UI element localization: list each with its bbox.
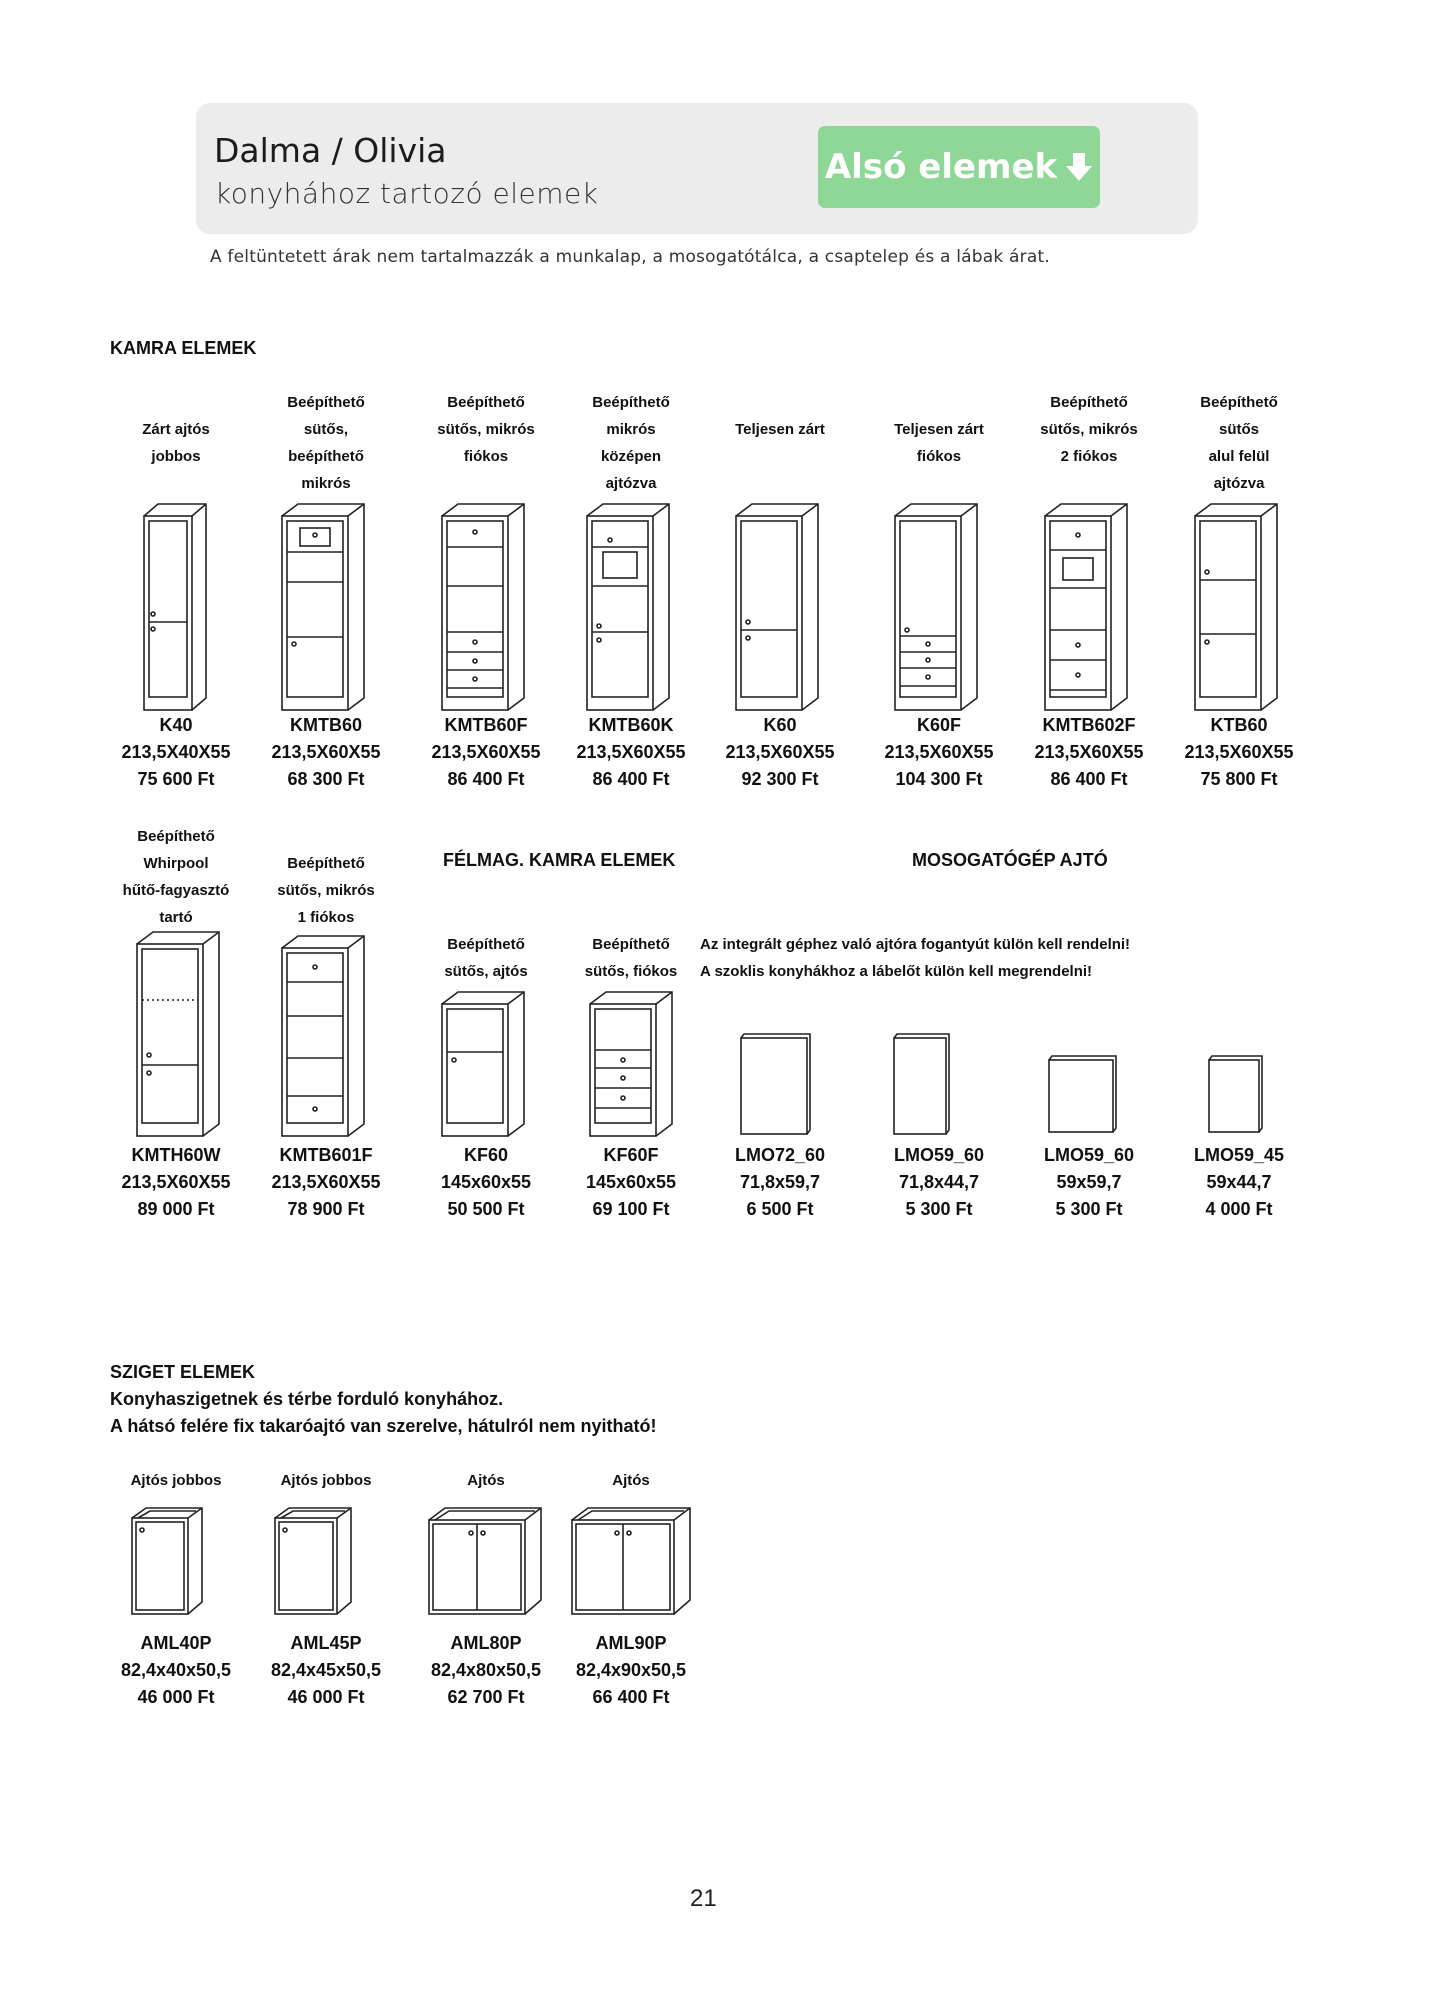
desc-line: beépíthető [288, 448, 364, 465]
product-price: 92 300 Ft [741, 769, 819, 789]
lmo72-60-drawing [735, 1030, 815, 1138]
sziget-heading: SZIGET ELEMEK [110, 1362, 256, 1382]
product-size: 82,4x40x50,5 [120, 1660, 232, 1680]
lmo59-60-drawing [888, 1030, 958, 1138]
desc-line: Beépíthető [287, 394, 365, 411]
desc-line: sütős, mikrós [277, 882, 375, 899]
kamra-spec-3 [556, 712, 706, 793]
product-code: K60F [916, 715, 961, 735]
product-size: 145x60x55 [440, 1172, 532, 1192]
product-price: 89 000 Ft [137, 1199, 215, 1219]
desc-line: alul felül [1208, 448, 1270, 465]
product-price: 5 300 Ft [1055, 1199, 1123, 1219]
kamra-heading: KAMRA ELEMEK [110, 338, 257, 358]
product-size: 59x59,7 [1056, 1172, 1122, 1192]
desc-line: Teljesen zárt [894, 421, 984, 438]
kamra-desc-0 [101, 416, 251, 470]
kamra-desc-5 [864, 416, 1014, 470]
kamra-desc-7 [1164, 389, 1314, 497]
product-price: 86 400 Ft [592, 769, 670, 789]
sziget-line-1: Konyhaszigetnek és térbe forduló konyhához. [110, 1389, 504, 1409]
row2-spec-0 [101, 1142, 251, 1223]
aml40p-drawing [128, 1506, 208, 1616]
aml90p-drawing [568, 1506, 694, 1616]
header-banner [196, 103, 1198, 234]
kamra-spec-4 [705, 712, 855, 793]
kmtb60k-drawing [575, 502, 685, 712]
product-price: 46 000 Ft [287, 1687, 365, 1707]
product-code: AML80P [450, 1633, 522, 1653]
desc-line: középen [600, 448, 661, 465]
desc-line: Ajtós jobbos [280, 1472, 372, 1489]
kamra-spec-1 [251, 712, 401, 793]
k40-drawing [130, 502, 222, 712]
desc-line: 1 fiókos [297, 909, 355, 926]
sziget-desc-0 [101, 1467, 251, 1494]
page-subtitle: konyhához tartozó elemek [215, 177, 599, 210]
product-code: KMTH60W [131, 1145, 221, 1165]
desc-line: Beépíthető [592, 394, 670, 411]
mosogato-note-1: Az integrált géphez való ajtóra fogantyút külön kell rendelni! [700, 936, 1131, 953]
arrow-down-icon [1065, 151, 1093, 183]
product-size: 82,4x45x50,5 [270, 1660, 382, 1680]
desc-line: mikrós [301, 475, 351, 492]
k60-drawing [724, 502, 834, 712]
desc-line: sütős, [303, 421, 349, 438]
product-code: KMTB601F [279, 1145, 373, 1165]
product-code: LMO59_45 [1193, 1145, 1285, 1165]
kamra-desc-3 [556, 389, 706, 497]
desc-line: Teljesen zárt [735, 421, 825, 438]
k60f-drawing [883, 502, 993, 712]
product-code: AML45P [290, 1633, 362, 1653]
desc-line: 2 fiókos [1060, 448, 1118, 465]
sziget-spec-0 [101, 1630, 251, 1711]
product-size: 71,8x59,7 [739, 1172, 821, 1192]
product-size: 213,5X60X55 [271, 1172, 381, 1192]
kamra-desc-1 [251, 389, 401, 497]
felmag-heading: FÉLMAG. KAMRA ELEMEK [443, 850, 676, 870]
product-size: 213,5X60X55 [725, 742, 835, 762]
desc-line: Ajtós [467, 1472, 505, 1489]
product-code: KF60 [463, 1145, 508, 1165]
product-size: 213,5X60X55 [121, 1172, 231, 1192]
product-code: K40 [159, 715, 193, 735]
aml80p-drawing [425, 1506, 545, 1616]
product-code: AML90P [595, 1633, 667, 1653]
product-size: 213,5X40X55 [121, 742, 231, 762]
desc-line: Beépíthető [447, 936, 525, 953]
sziget-desc-2 [411, 1467, 561, 1494]
product-code: KF60F [603, 1145, 659, 1165]
product-code: AML40P [140, 1633, 212, 1653]
desc-line: Beépíthető [137, 828, 215, 845]
kmtb601f-drawing [270, 934, 380, 1138]
product-price: 75 800 Ft [1200, 769, 1278, 789]
mosogato-heading: MOSOGATÓGÉP AJTÓ [912, 850, 1108, 870]
kamra-spec-6 [1014, 712, 1164, 793]
mosogato-spec-1 [864, 1142, 1014, 1223]
product-size: 82,4x90x50,5 [575, 1660, 687, 1680]
product-price: 104 300 Ft [895, 769, 983, 789]
row2-spec-1 [251, 1142, 401, 1223]
desc-line: Beépíthető [287, 855, 365, 872]
felmag-spec-1 [556, 1142, 706, 1223]
also-elemek-button[interactable] [818, 126, 1100, 208]
lmo59-60b-drawing [1043, 1052, 1123, 1138]
product-price: 68 300 Ft [287, 769, 365, 789]
price-disclaimer: A feltüntetett árak nem tartalmazzák a munkalap, a mosogatótálca, a csaptelep és a lábak árat. [210, 247, 1050, 267]
product-size: 213,5X60X55 [884, 742, 994, 762]
sziget-spec-2 [411, 1630, 561, 1711]
product-price: 69 100 Ft [592, 1199, 670, 1219]
desc-line: Beépíthető [1200, 394, 1278, 411]
product-size: 213,5X60X55 [431, 742, 541, 762]
product-size: 213,5X60X55 [1034, 742, 1144, 762]
product-price: 50 500 Ft [447, 1199, 525, 1219]
page-number: 21 [690, 1885, 717, 1912]
desc-line: Beépíthető [1050, 394, 1128, 411]
mosogato-spec-0 [705, 1142, 855, 1223]
product-price: 78 900 Ft [287, 1199, 365, 1219]
desc-line: sütős [1218, 421, 1259, 438]
product-code: K60 [763, 715, 797, 735]
lmo59-45-drawing [1203, 1052, 1269, 1138]
row2-desc-0 [101, 823, 251, 931]
product-size: 213,5X60X55 [576, 742, 686, 762]
product-code: LMO72_60 [734, 1145, 826, 1165]
kmtb60-drawing [270, 502, 380, 712]
desc-line: ajtózva [605, 475, 657, 492]
desc-line: Beépíthető [592, 936, 670, 953]
ktb60-drawing [1183, 502, 1293, 712]
mosogato-spec-3 [1164, 1142, 1314, 1223]
product-size: 213,5X60X55 [1184, 742, 1294, 762]
desc-line: fiókos [916, 448, 962, 465]
mosogato-note-2: A szoklis konyhákhoz a lábelőt külön kell megrendelni! [700, 963, 1093, 980]
product-price: 62 700 Ft [447, 1687, 525, 1707]
product-price: 66 400 Ft [592, 1687, 670, 1707]
product-code: LMO59_60 [1043, 1145, 1135, 1165]
felmag-desc-1 [556, 931, 706, 985]
product-size: 213,5X60X55 [271, 742, 381, 762]
desc-line: jobbos [151, 448, 201, 465]
product-price: 86 400 Ft [447, 769, 525, 789]
kamra-spec-5 [864, 712, 1014, 793]
product-price: 5 300 Ft [905, 1199, 973, 1219]
desc-line: Beépíthető [447, 394, 525, 411]
sziget-spec-3 [556, 1630, 706, 1711]
product-code: KTB60 [1210, 715, 1268, 735]
product-code: KMTB60 [289, 715, 362, 735]
product-price: 75 600 Ft [137, 769, 215, 789]
felmag-spec-0 [411, 1142, 561, 1223]
sziget-line-2: A hátsó felére fix takaróajtó van szerelve, hátulról nem nyitható! [110, 1416, 657, 1436]
product-size: 59x44,7 [1206, 1172, 1272, 1192]
desc-line: hűtő-fagyasztó [122, 882, 230, 899]
product-size: 71,8x44,7 [898, 1172, 980, 1192]
desc-line: Ajtós [612, 1472, 650, 1489]
product-price: 46 000 Ft [137, 1687, 215, 1707]
product-code: KMTB602F [1042, 715, 1136, 735]
desc-line: fiókos [463, 448, 509, 465]
desc-line: Ajtós jobbos [130, 1472, 222, 1489]
mosogato-spec-2 [1014, 1142, 1164, 1223]
product-price: 4 000 Ft [1205, 1199, 1273, 1219]
kamra-desc-4 [705, 416, 855, 443]
product-price: 6 500 Ft [746, 1199, 814, 1219]
desc-line: sütős, mikrós [437, 421, 535, 438]
kamra-spec-7 [1164, 712, 1314, 793]
desc-line: Zárt ajtós [142, 421, 210, 438]
kamra-spec-0 [101, 712, 251, 793]
kmtb602f-drawing [1033, 502, 1143, 712]
product-size: 82,4x80x50,5 [430, 1660, 542, 1680]
kf60-drawing [430, 990, 540, 1138]
kf60f-drawing [578, 990, 688, 1138]
sziget-spec-1 [251, 1630, 401, 1711]
desc-line: ajtózva [1213, 475, 1265, 492]
row2-desc-1 [251, 850, 401, 931]
desc-line: sütős, mikrós [1040, 421, 1138, 438]
sziget-desc-3 [556, 1467, 706, 1494]
product-code: LMO59_60 [893, 1145, 985, 1165]
kamra-desc-2 [411, 389, 561, 470]
kamra-desc-6 [1014, 389, 1164, 470]
felmag-desc-0 [411, 931, 561, 985]
desc-line: tartó [159, 909, 193, 926]
desc-line: sütős, ajtós [444, 963, 528, 980]
product-code: KMTB60F [444, 715, 528, 735]
product-code: KMTB60K [588, 715, 674, 735]
product-size: 145x60x55 [585, 1172, 677, 1192]
page-title: Dalma / Olivia [214, 131, 447, 170]
desc-line: sütős, fiókos [584, 963, 678, 980]
kmtb60f-drawing [430, 502, 540, 712]
desc-line: Whirpool [143, 855, 209, 872]
sziget-desc-1 [251, 1467, 401, 1494]
desc-line: mikrós [606, 421, 656, 438]
product-price: 86 400 Ft [1050, 769, 1128, 789]
kamra-spec-2 [411, 712, 561, 793]
kmth60w-drawing [125, 930, 235, 1138]
also-elemek-label: Alsó elemek [824, 147, 1058, 187]
aml45p-drawing [271, 1506, 357, 1616]
